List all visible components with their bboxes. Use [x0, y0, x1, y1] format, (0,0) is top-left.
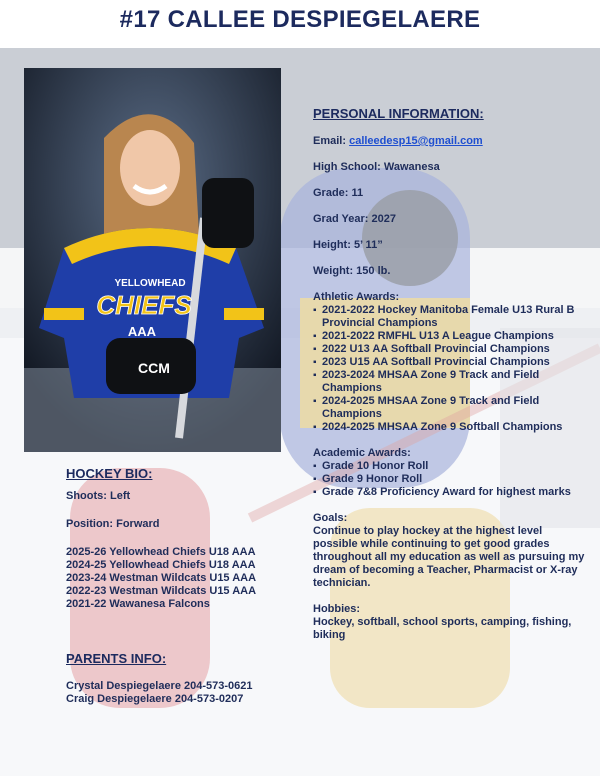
list-item: ▪ 2023-2024 MHSAA Zone 9 Track and Field Champions	[313, 369, 585, 395]
glove-brand: CCM	[138, 360, 170, 376]
team-history-item: 2021-22 Wawanesa Falcons	[66, 598, 210, 610]
personal-info-heading: PERSONAL INFORMATION:	[313, 106, 484, 121]
hobbies-heading: Hobbies:	[313, 603, 361, 615]
list-item: ▪ 2024-2025 MHSAA Zone 9 Track and Field Champions	[313, 395, 585, 421]
academic-awards-list	[313, 460, 585, 499]
jersey-text-line2: CHIEFS	[96, 290, 192, 320]
grad-year-line: Grad Year: 2027	[313, 213, 396, 225]
list-item: ▪ 2021-2022 Hockey Manitoba Female U13 Rural B Provincial Champions	[313, 304, 585, 330]
player-photo	[24, 68, 281, 452]
list-item: ▪ 2022 U13 AA Softball Provincial Champions	[313, 343, 585, 356]
parents-list	[66, 680, 253, 706]
team-history-item: 2023-24 Westman Wildcats U15 AAA	[66, 572, 257, 584]
shoots-line: Shoots: Left	[66, 490, 131, 502]
goals-heading: Goals:	[313, 512, 348, 524]
hockey-bio-section	[66, 466, 256, 611]
height-line: Height: 5’ 11”	[313, 239, 383, 251]
athletic-awards-heading: Athletic Awards:	[313, 291, 400, 303]
list-item: ▪ 2023 U15 AA Softball Provincial Champions	[313, 356, 585, 369]
hockey-bio-heading: HOCKEY BIO:	[66, 466, 153, 481]
page-title: #17 CALLEE DESPIEGELAERE	[119, 6, 481, 33]
parent-line: Craig Despiegelaere 204-573-0207	[66, 693, 244, 705]
jersey-text-line3: AAA	[127, 324, 157, 339]
email-link[interactable]: calleedesp15@gmail.com	[349, 135, 483, 147]
weight-line: Weight: 150 lb.	[313, 265, 391, 277]
school-line: High School: Wawanesa	[313, 161, 440, 173]
hobbies-text: Hockey, softball, school sports, camping, fishing, biking	[313, 616, 572, 641]
goals-text: Continue to play hockey at the highest level possible while continuing to get good grades throughout all my education as well as pursuing my dream of becoming a Teacher, Pharmacist or X-ray technician.	[313, 525, 585, 589]
team-history-item: 2025-26 Yellowhead Chiefs U18 AAA	[66, 546, 256, 558]
parents-info-heading: PARENTS INFO:	[66, 651, 167, 666]
list-item: ▪ 2021-2022 RMFHL U13 A League Champions	[313, 330, 585, 343]
grade-line: Grade: 11	[313, 187, 364, 199]
email-label: Email:	[313, 135, 347, 147]
athletic-awards-list	[313, 304, 585, 434]
jersey-text-line1: YELLOWHEAD	[114, 278, 186, 289]
list-item: ▪ Grade 7&8 Proficiency Award for highest marks	[313, 486, 585, 499]
team-history-item: 2024-25 Yellowhead Chiefs U18 AAA	[66, 559, 256, 571]
email-row	[313, 135, 585, 148]
academic-awards-heading: Academic Awards:	[313, 447, 411, 459]
list-item: ▪ 2024-2025 MHSAA Zone 9 Softball Champions	[313, 421, 585, 434]
position-line: Position: Forward	[66, 518, 160, 530]
parent-line: Crystal Despiegelaere 204-573-0621	[66, 680, 253, 692]
list-item: ▪ Grade 9 Honor Roll	[313, 473, 585, 486]
team-history-item: 2022-23 Westman Wildcats U15 AAA	[66, 585, 257, 597]
personal-info-column	[313, 106, 585, 642]
team-history-list	[66, 546, 256, 611]
list-item: ▪ Grade 10 Honor Roll	[313, 460, 585, 473]
parents-info-section	[66, 651, 253, 706]
